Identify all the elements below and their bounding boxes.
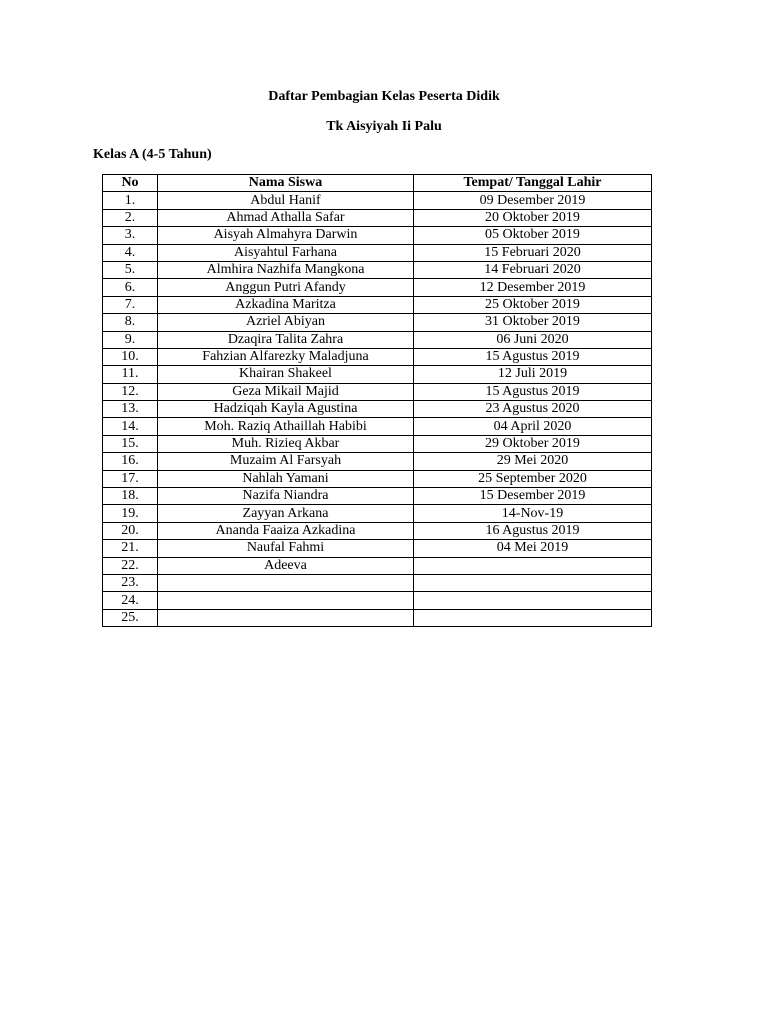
cell-student-name: Ahmad Athalla Safar <box>158 209 414 226</box>
cell-birth-date: 25 September 2020 <box>414 470 652 487</box>
cell-no: 7. <box>103 296 158 313</box>
cell-no: 11. <box>103 366 158 383</box>
cell-birth-date <box>414 574 652 591</box>
table-row <box>103 296 652 313</box>
cell-no: 10. <box>103 348 158 365</box>
cell-birth-date: 23 Agustus 2020 <box>414 401 652 418</box>
cell-birth-date <box>414 592 652 609</box>
cell-birth-date: 31 Oktober 2019 <box>414 314 652 331</box>
cell-birth-date: 25 Oktober 2019 <box>414 296 652 313</box>
table-row <box>103 435 652 452</box>
cell-no: 16. <box>103 453 158 470</box>
cell-student-name: Naufal Fahmi <box>158 540 414 557</box>
cell-student-name: Adeeva <box>158 557 414 574</box>
column-header-name: Nama Siswa <box>158 175 414 192</box>
class-heading: Kelas A (4-5 Tahun) <box>93 147 212 162</box>
cell-birth-date: 04 Mei 2019 <box>414 540 652 557</box>
cell-birth-date: 12 Desember 2019 <box>414 279 652 296</box>
cell-no: 6. <box>103 279 158 296</box>
cell-no: 25. <box>103 609 158 626</box>
cell-no: 3. <box>103 227 158 244</box>
cell-student-name <box>158 592 414 609</box>
cell-no: 20. <box>103 522 158 539</box>
cell-no: 14. <box>103 418 158 435</box>
table-row <box>103 592 652 609</box>
table-row <box>103 522 652 539</box>
table-row <box>103 366 652 383</box>
table-row <box>103 209 652 226</box>
cell-birth-date: 15 Desember 2019 <box>414 488 652 505</box>
cell-no: 24. <box>103 592 158 609</box>
column-header-no: No <box>103 175 158 192</box>
table-row <box>103 314 652 331</box>
cell-birth-date: 29 Oktober 2019 <box>414 435 652 452</box>
cell-no: 19. <box>103 505 158 522</box>
table-row <box>103 331 652 348</box>
cell-birth-date: 20 Oktober 2019 <box>414 209 652 226</box>
cell-student-name: Nazifa Niandra <box>158 488 414 505</box>
cell-student-name: Moh. Raziq Athaillah Habibi <box>158 418 414 435</box>
cell-student-name: Aisyahtul Farhana <box>158 244 414 261</box>
table-row <box>103 488 652 505</box>
table-row <box>103 574 652 591</box>
cell-no: 9. <box>103 331 158 348</box>
cell-birth-date: 12 Juli 2019 <box>414 366 652 383</box>
cell-no: 8. <box>103 314 158 331</box>
cell-student-name: Ananda Faaiza Azkadina <box>158 522 414 539</box>
table-row <box>103 540 652 557</box>
cell-student-name: Khairan Shakeel <box>158 366 414 383</box>
cell-student-name: Almhira Nazhifa Mangkona <box>158 261 414 278</box>
table-row <box>103 470 652 487</box>
cell-birth-date: 15 Februari 2020 <box>414 244 652 261</box>
cell-no: 21. <box>103 540 158 557</box>
cell-student-name: Anggun Putri Afandy <box>158 279 414 296</box>
cell-no: 23. <box>103 574 158 591</box>
table-row <box>103 383 652 400</box>
cell-no: 1. <box>103 192 158 209</box>
cell-no: 22. <box>103 557 158 574</box>
cell-birth-date: 14-Nov-19 <box>414 505 652 522</box>
cell-birth-date: 15 Agustus 2019 <box>414 348 652 365</box>
cell-student-name: Dzaqira Talita Zahra <box>158 331 414 348</box>
cell-student-name: Azkadina Maritza <box>158 296 414 313</box>
cell-student-name: Geza Mikail Majid <box>158 383 414 400</box>
cell-birth-date: 09 Desember 2019 <box>414 192 652 209</box>
cell-student-name <box>158 574 414 591</box>
cell-no: 5. <box>103 261 158 278</box>
table-header <box>103 175 652 192</box>
cell-student-name: Hadziqah Kayla Agustina <box>158 401 414 418</box>
student-roster-table <box>102 174 652 627</box>
cell-no: 15. <box>103 435 158 452</box>
table-row <box>103 279 652 296</box>
table-row <box>103 609 652 626</box>
table-row <box>103 453 652 470</box>
cell-birth-date: 04 April 2020 <box>414 418 652 435</box>
cell-birth-date <box>414 609 652 626</box>
column-header-birth: Tempat/ Tanggal Lahir <box>414 175 652 192</box>
table-header-row <box>103 175 652 192</box>
school-name: Tk Aisyiyah Ii Palu <box>326 119 442 134</box>
table-row <box>103 557 652 574</box>
cell-no: 12. <box>103 383 158 400</box>
table-row <box>103 244 652 261</box>
cell-birth-date: 06 Juni 2020 <box>414 331 652 348</box>
table-body <box>103 192 652 627</box>
document-title: Daftar Pembagian Kelas Peserta Didik <box>268 89 500 104</box>
table-row <box>103 401 652 418</box>
table-row <box>103 348 652 365</box>
table-row <box>103 261 652 278</box>
table-row <box>103 418 652 435</box>
cell-no: 4. <box>103 244 158 261</box>
cell-student-name: Abdul Hanif <box>158 192 414 209</box>
cell-birth-date: 14 Februari 2020 <box>414 261 652 278</box>
cell-birth-date: 15 Agustus 2019 <box>414 383 652 400</box>
cell-birth-date: 05 Oktober 2019 <box>414 227 652 244</box>
cell-student-name: Muzaim Al Farsyah <box>158 453 414 470</box>
cell-birth-date <box>414 557 652 574</box>
cell-student-name: Aisyah Almahyra Darwin <box>158 227 414 244</box>
cell-no: 13. <box>103 401 158 418</box>
cell-student-name: Nahlah Yamani <box>158 470 414 487</box>
table-row <box>103 192 652 209</box>
cell-no: 2. <box>103 209 158 226</box>
cell-student-name: Zayyan Arkana <box>158 505 414 522</box>
cell-no: 17. <box>103 470 158 487</box>
cell-birth-date: 29 Mei 2020 <box>414 453 652 470</box>
cell-no: 18. <box>103 488 158 505</box>
table-row <box>103 227 652 244</box>
cell-student-name: Fahzian Alfarezky Maladjuna <box>158 348 414 365</box>
table-row <box>103 505 652 522</box>
cell-birth-date: 16 Agustus 2019 <box>414 522 652 539</box>
cell-student-name: Azriel Abiyan <box>158 314 414 331</box>
cell-student-name <box>158 609 414 626</box>
cell-student-name: Muh. Rizieq Akbar <box>158 435 414 452</box>
